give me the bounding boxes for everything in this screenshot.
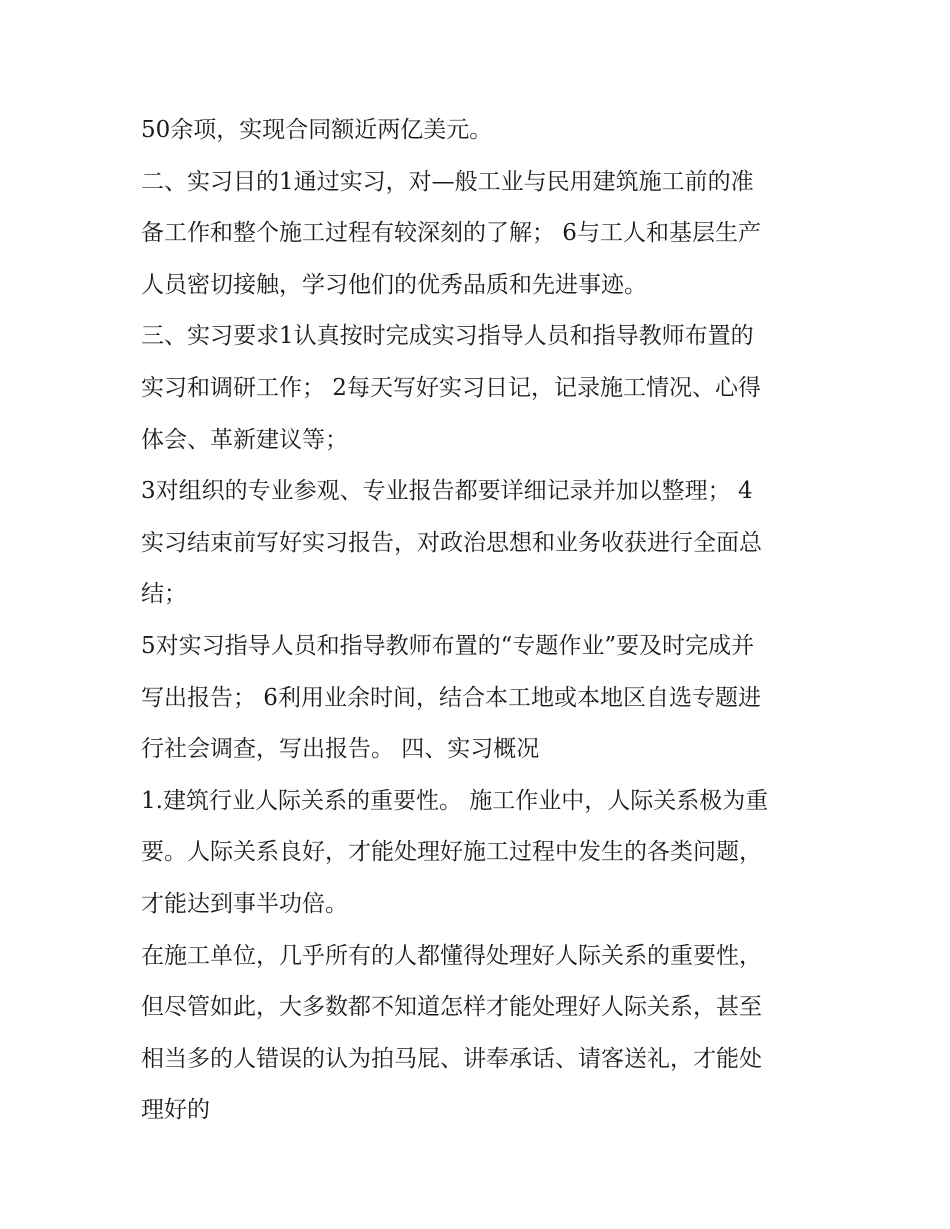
text-line: 人员密切接触，学习他们的优秀品质和先进事迹。 (141, 271, 647, 298)
text-line: 3对组织的专业参观、专业报告都要详细记录并加以整理； 4 (141, 478, 753, 505)
text-line: 1.建筑行业人际关系的重要性。 施工作业中，人际关系极为重 (141, 787, 769, 814)
text-line: 二、实习目的1通过实习，对—般工业与民用建筑施工前的准 (141, 168, 754, 195)
text-line: 5对实习指导人员和指导教师布置的“专题作业”要及时完成并 (141, 632, 755, 659)
text-line: 体会、革新建议等； (141, 426, 348, 453)
text-line: 备工作和整个施工过程有较深刻的了解； 6与工人和基层生产 (141, 220, 761, 247)
text-line: 但尽管如此，大多数都不知道怎样才能处理好人际关系，甚至 (141, 994, 762, 1021)
text-line: 行社会调查，写出报告。 四、实习概况 (141, 736, 540, 763)
text-line: 实习结束前写好实习报告，对政治思想和业务收获进行全面总 (141, 529, 762, 556)
text-line: 相当多的人错误的认为拍马屁、讲奉承话、请客送礼，才能处 (141, 1045, 762, 1072)
text-line: 结； (141, 581, 187, 608)
text-line: 在施工单位，几乎所有的人都懂得处理好人际关系的重要性， (141, 942, 762, 969)
text-line: 三、实习要求1认真按时完成实习指导人员和指导教师布置的 (141, 323, 754, 350)
text-line: 才能达到事半功倍。 (141, 890, 348, 917)
text-line: 实习和调研工作； 2每天写好实习日记，记录施工情况、心得 (141, 374, 761, 401)
text-line: 要。人际关系良好，才能处理好施工过程中发生的各类问题， (141, 839, 762, 866)
document-body (141, 105, 821, 1137)
text-line: 50余项，实现合同额近两亿美元。 (141, 117, 493, 143)
text-line: 写出报告； 6利用业余时间，结合本工地或本地区自选专题进 (141, 684, 761, 711)
text-line: 理好的 (141, 1097, 210, 1124)
